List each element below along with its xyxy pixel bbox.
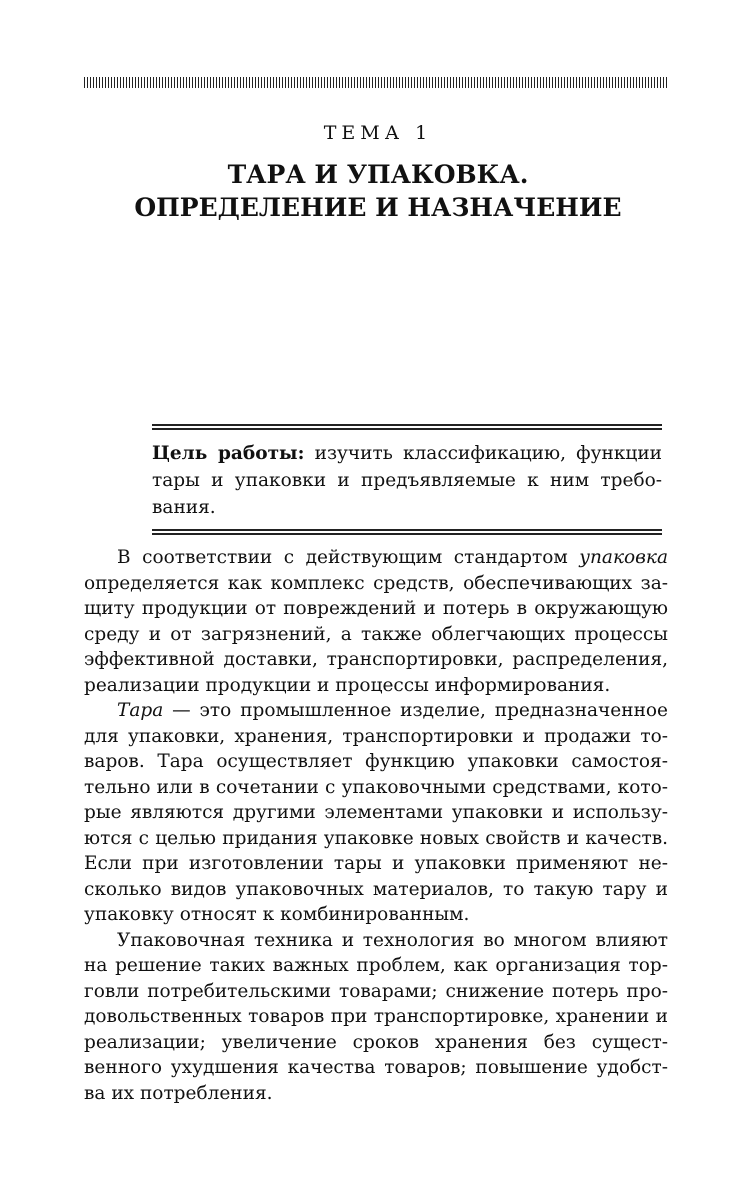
term-packaging: упаковка bbox=[579, 547, 668, 568]
term-container: Тара bbox=[117, 700, 164, 721]
chapter-title bbox=[0, 158, 756, 224]
goal-bottom-rule bbox=[152, 529, 662, 535]
goal-label: Цель работы: bbox=[152, 443, 305, 464]
paragraph-packaging-technology: Упаковочная техника и технология во многом влияют на решение таких важных проблем, как организация торговли потребительскими товарами; снижение потерь продовольственных товаров при транспортировке, хранении и реализации; увеличение сроков хранения без существенного ухудшения качества товаров; повышение удобства их потребления. bbox=[84, 929, 668, 1104]
paragraph-packaging-definition: В соответствии с действующим стандартом упаковка определяется как комплекс средств, обеспечивающих защиту продукции от повреждений и потерь в окружающую среду и от загрязнений, а также облегчающих процессы эффективной доставки, транспортировки, распределения, реализации продукции и процессы информирования. bbox=[84, 547, 668, 696]
chapter-title-line-1: ТАРА И УПАКОВКА. bbox=[227, 160, 529, 189]
goal-box bbox=[152, 424, 662, 535]
topic-label: ТЕМА 1 bbox=[323, 122, 433, 144]
top-decorative-rule bbox=[84, 77, 667, 88]
goal-description: изучить классификацию, функции тары и упаковки и предъявляемые к ним требования. bbox=[152, 443, 662, 518]
goal-text bbox=[152, 430, 662, 529]
body-text bbox=[84, 545, 668, 1106]
chapter-title-line-2: ОПРЕДЕЛЕНИЕ И НАЗНАЧЕНИЕ bbox=[134, 193, 622, 222]
paragraph-container-definition: Тара — это промышленное изделие, предназначенное для упаковки, хранения, транспортировки и продажи товаров. Тара осуществляет функцию упаковки самостоятельно или в сочетании с упаковочными средствами, которые являются другими элементами упаковки и используются с целью придания упаковке новых свойств и качеств. Если при изготовлении тары и упаковки применяют несколько видов упаковочных материалов, то такую тару и упаковку относят к комбинированным. bbox=[84, 700, 668, 925]
